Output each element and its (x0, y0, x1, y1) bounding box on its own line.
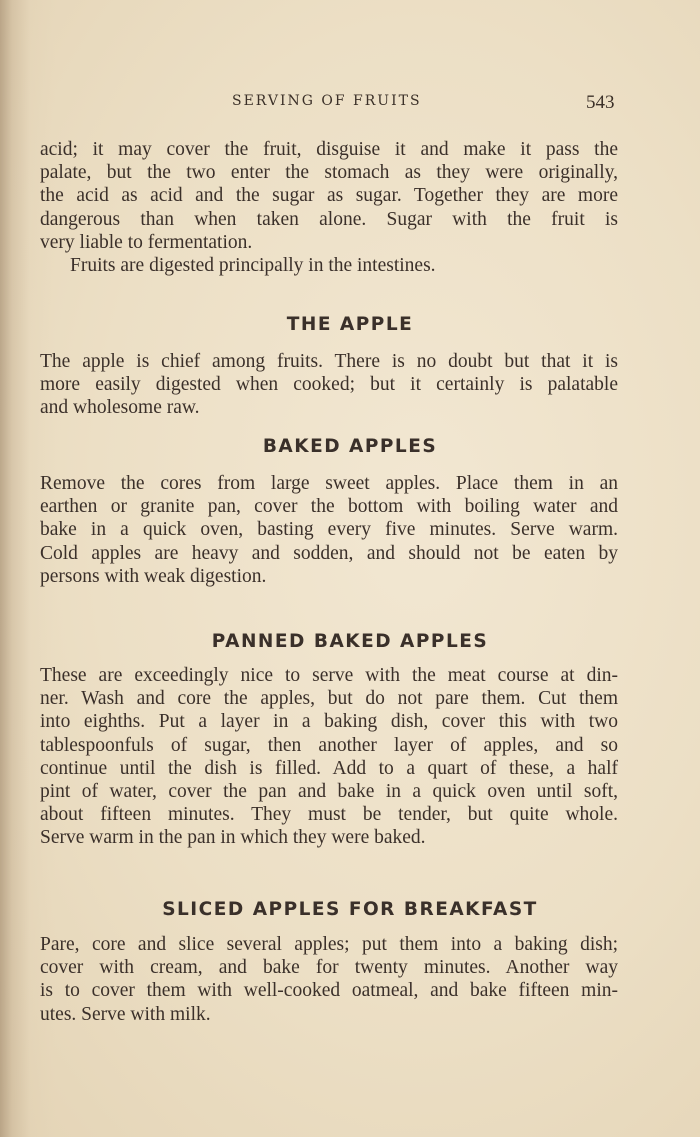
text-line: The apple is chief among fruits. There is no doubt but that it is (40, 351, 618, 372)
text-line: very liable to fermentation. (40, 231, 253, 253)
baked-apples-paragraph (40, 472, 618, 588)
text-line: cover with cream, and bake for twenty minutes. Another way (40, 957, 618, 979)
text-line: utes. Serve with milk. (40, 1003, 211, 1025)
text-line: the acid as acid and the sugar as sugar. Together they are more (40, 185, 618, 207)
text-line: palate, but the two enter the stomach as they were originally, (40, 162, 618, 184)
text-line: Remove the cores from large sweet apples. Place them in an (40, 473, 618, 494)
text-line: is to cover them with well-cooked oatmeal, and bake fifteen min- (40, 980, 618, 1002)
text-line: These are exceedingly nice to serve with the meat course at din- (40, 665, 618, 686)
text-line: tablespoonfuls of sugar, then another layer of apples, and so (40, 734, 618, 756)
text-line: Cold apples are heavy and sodden, and should not be eaten by (40, 542, 618, 564)
text-line: ner. Wash and core the apples, but do not pare them. Cut them (40, 688, 618, 710)
text-line: Fruits are digested principally in the intestines. (70, 255, 436, 277)
heading-panned-baked-apples: PANNED BAKED APPLES (211, 631, 489, 652)
text-line: about fifteen minutes. They must be tender, but quite whole. (40, 804, 618, 826)
heading-the-apple: THE APPLE (286, 314, 414, 335)
the-apple-paragraph (40, 350, 618, 420)
text-line: more easily digested when cooked; but it certainly is palatable (40, 374, 618, 396)
text-line: pint of water, cover the pan and bake in a quick oven until soft, (40, 781, 618, 803)
running-head (0, 92, 700, 116)
sliced-apples-paragraph (40, 933, 618, 1026)
text-line: into eighths. Put a layer in a baking dish, cover this with two (40, 711, 618, 733)
text-line: Serve warm in the pan in which they were baked. (40, 827, 426, 849)
page-number: 543 (586, 92, 615, 113)
intro-paragraph (40, 138, 618, 277)
text-line: earthen or granite pan, cover the bottom with boiling water and (40, 496, 618, 518)
text-line: continue until the dish is filled. Add to a quart of these, a half (40, 757, 618, 779)
running-head-title: SERVING OF FRUITS (232, 93, 422, 109)
heading-baked-apples: BAKED APPLES (262, 436, 438, 457)
text-line: bake in a quick oven, basting every five minutes. Serve warm. (40, 519, 618, 541)
text-line: and wholesome raw. (40, 397, 200, 419)
heading-sliced-apples-for-breakfast: SLICED APPLES FOR BREAKFAST (162, 899, 538, 920)
text-line: persons with weak digestion. (40, 565, 267, 587)
panned-baked-apples-paragraph (40, 664, 618, 850)
text-line: acid; it may cover the fruit, disguise it and make it pass the (40, 139, 618, 160)
text-line: Pare, core and slice several apples; put them into a baking dish; (40, 934, 618, 955)
text-line: dangerous than when taken alone. Sugar with the fruit is (40, 208, 618, 230)
